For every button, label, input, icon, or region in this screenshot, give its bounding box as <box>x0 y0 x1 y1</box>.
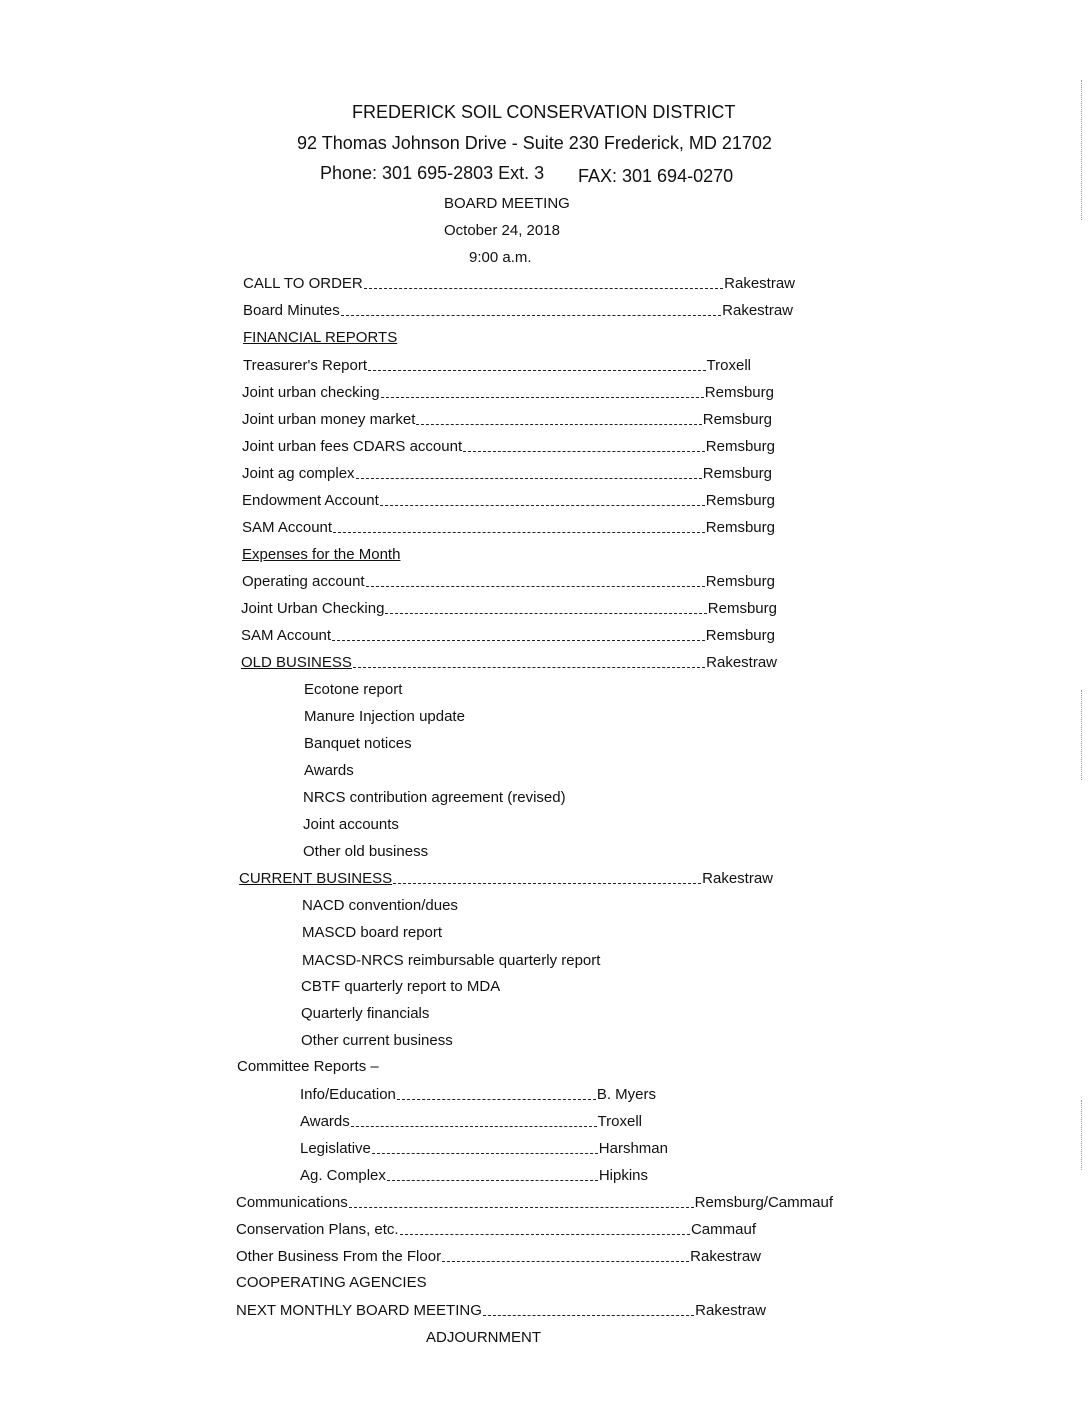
presenter: Remsburg <box>705 627 775 644</box>
agenda-label: Joint urban checking <box>242 384 380 401</box>
fax-number: FAX: 301 694-0270 <box>578 166 734 186</box>
agenda-label: NEXT MONTHLY BOARD MEETING <box>236 1302 482 1319</box>
presenter: Rakestraw <box>722 302 793 319</box>
agenda-treasurer <box>243 357 751 377</box>
presenter: Harshman <box>598 1140 668 1157</box>
agenda-joint-urban-checking-2 <box>241 600 777 620</box>
agenda-label: SAM Account <box>242 519 333 536</box>
agenda-label: Joint ag complex <box>242 465 355 482</box>
old-item: Ecotone report <box>304 681 403 698</box>
agenda-label: Operating account <box>242 573 365 590</box>
agenda-label: Joint urban money market <box>242 411 416 428</box>
agenda-other-business-floor <box>236 1248 761 1268</box>
agenda-joint-urban-money <box>242 411 772 431</box>
agenda-sam-account <box>242 519 775 539</box>
old-item: Manure Injection update <box>304 708 465 725</box>
agenda-label: Board Minutes <box>243 302 340 319</box>
section-cooperating-agencies: COOPERATING AGENCIES <box>236 1274 427 1291</box>
presenter: Remsburg <box>705 438 775 455</box>
agenda-label: Info/Education <box>300 1086 396 1103</box>
section-financial-reports: FINANCIAL REPORTS <box>243 329 398 346</box>
presenter: Troxell <box>706 357 751 374</box>
agenda-operating <box>242 573 775 593</box>
presenter: Remsburg <box>705 492 775 509</box>
presenter: Rakestraw <box>695 1302 766 1319</box>
current-item: MACSD-NRCS reimbursable quarterly report <box>302 952 601 969</box>
presenter: Cammauf <box>690 1221 756 1238</box>
presenter: Remsburg <box>707 600 777 617</box>
old-item: Joint accounts <box>303 816 399 833</box>
presenter: Remsburg <box>704 384 774 401</box>
agenda-label: CALL TO ORDER <box>243 275 363 292</box>
current-item: CBTF quarterly report to MDA <box>301 978 501 995</box>
agenda-label: Legislative <box>300 1140 371 1157</box>
meeting-time: 9:00 a.m. <box>469 249 532 266</box>
agenda-board-minutes <box>243 302 793 322</box>
presenter: Remsburg/Cammauf <box>694 1194 833 1211</box>
presenter: Remsburg <box>702 411 772 428</box>
org-name: FREDERICK SOIL CONSERVATION DISTRICT <box>352 102 736 122</box>
presenter: Remsburg <box>705 519 775 536</box>
scan-edge-mark <box>1081 690 1084 780</box>
agenda-joint-ag <box>242 465 772 485</box>
presenter: Rakestraw <box>724 275 795 292</box>
current-item: Quarterly financials <box>301 1005 430 1022</box>
section-expenses: Expenses for the Month <box>242 546 401 563</box>
agenda-current-business <box>239 870 773 890</box>
presenter: Remsburg <box>702 465 772 482</box>
agenda-label: Treasurer's Report <box>243 357 368 374</box>
scan-edge-mark <box>1081 1100 1084 1170</box>
section-committee-reports: Committee Reports – <box>237 1058 379 1075</box>
agenda-next-meeting <box>236 1302 766 1322</box>
agenda-ag-complex <box>300 1167 648 1187</box>
org-address: 92 Thomas Johnson Drive - Suite 230 Frederick, MD 21702 <box>297 133 772 153</box>
agenda-sam-account-2 <box>241 627 775 647</box>
agenda-communications <box>236 1194 833 1214</box>
presenter: Rakestraw <box>702 870 773 887</box>
old-item: Awards <box>304 762 354 779</box>
presenter: Troxell <box>597 1113 642 1130</box>
presenter: Rakestraw <box>706 654 777 671</box>
agenda-label: OLD BUSINESS <box>241 654 352 671</box>
presenter: Rakestraw <box>690 1248 761 1265</box>
agenda-label: Joint urban fees CDARS account <box>242 438 463 455</box>
adjournment: ADJOURNMENT <box>426 1329 541 1346</box>
presenter: B. Myers <box>596 1086 656 1103</box>
agenda-info-education <box>300 1086 656 1106</box>
agenda-old-business <box>241 654 777 674</box>
agenda-label: Awards <box>300 1113 350 1130</box>
meeting-title: BOARD MEETING <box>444 195 570 212</box>
old-item: NRCS contribution agreement (revised) <box>303 789 566 806</box>
agenda-label: Communications <box>236 1194 348 1211</box>
presenter: Hipkins <box>598 1167 648 1184</box>
agenda-joint-urban-fees <box>242 438 775 458</box>
agenda-label: Endowment Account <box>242 492 379 509</box>
agenda-label: Joint Urban Checking <box>241 600 385 617</box>
agenda-joint-urban-checking <box>242 384 774 404</box>
current-item: MASCD board report <box>302 924 443 941</box>
agenda-label: Ag. Complex <box>300 1167 386 1184</box>
old-item: Banquet notices <box>304 735 412 752</box>
scan-edge-mark <box>1081 80 1084 220</box>
agenda-label: CURRENT BUSINESS <box>239 870 393 887</box>
agenda-call-to-order <box>243 275 795 295</box>
agenda-label: Conservation Plans, etc. <box>236 1221 399 1238</box>
old-item: Other old business <box>303 843 429 860</box>
phone-number: Phone: 301 695-2803 Ext. 3 <box>320 163 545 183</box>
agenda-conservation-plans <box>236 1221 756 1241</box>
current-item: Other current business <box>301 1032 453 1049</box>
agenda-label: SAM Account <box>241 627 332 644</box>
agenda-label: Other Business From the Floor <box>236 1248 442 1265</box>
agenda-awards <box>300 1113 642 1133</box>
current-item: NACD convention/dues <box>302 897 458 914</box>
presenter: Remsburg <box>705 573 775 590</box>
agenda-legislative <box>300 1140 668 1160</box>
agenda-endowment <box>242 492 775 512</box>
meeting-date: October 24, 2018 <box>444 222 560 239</box>
